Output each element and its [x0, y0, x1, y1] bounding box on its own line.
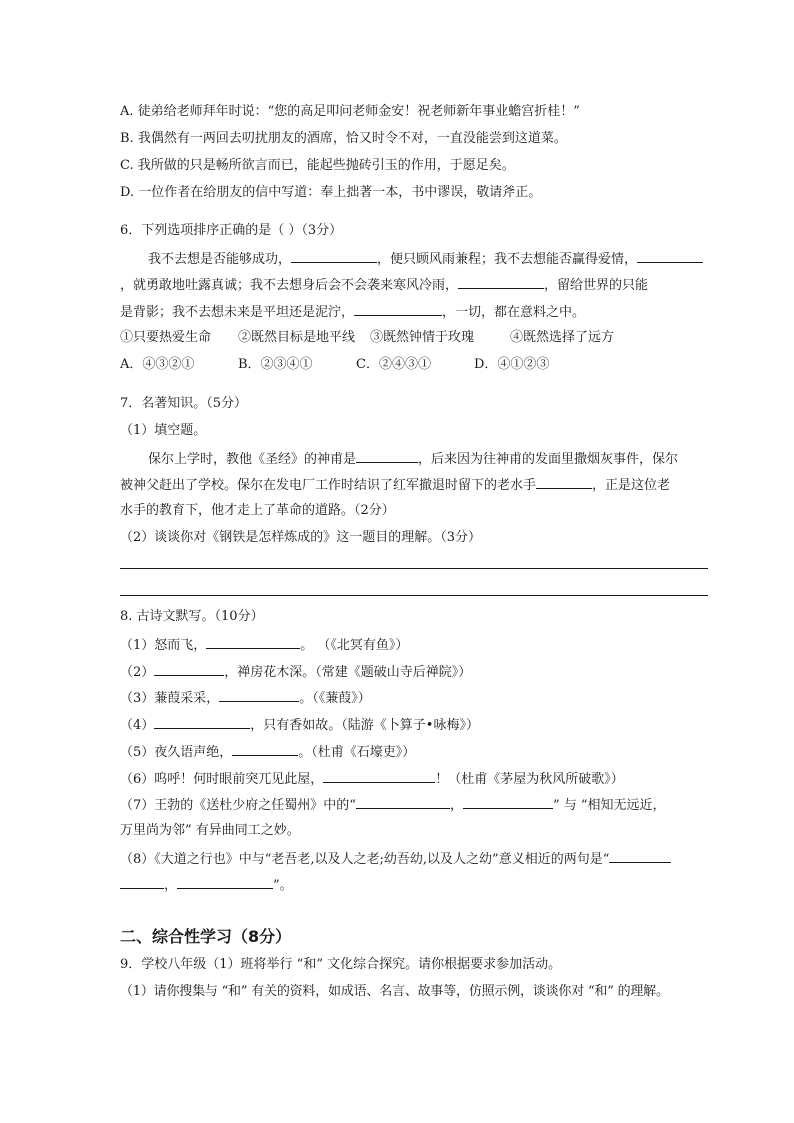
- q8-line-7: [120, 795, 710, 815]
- q8-text: （7）王勃的《送杜少府之任蜀州》中的“: [120, 798, 356, 813]
- q8-text: （4）: [120, 718, 155, 733]
- q7-blank-2: [536, 475, 592, 489]
- answer-line: [120, 568, 708, 569]
- q7-passage-line-2: [120, 475, 710, 495]
- q6-passage-line-3: [120, 302, 710, 322]
- q8-line-7-cont: 万里尚为邻” 有异曲同工之妙。: [120, 823, 300, 838]
- q8-blank: [177, 875, 273, 889]
- q8-text: （6）呜呼！何时眼前突兀见此屋，: [120, 772, 324, 787]
- q7-text: ，后来因为往神甫的发面里撒烟灰事件，保尔: [418, 452, 679, 467]
- q8-line-2: [120, 662, 710, 682]
- q8-text: （5）夜久语声绝，: [120, 745, 233, 760]
- q6-text: 我不去想是否能够成功，: [148, 252, 292, 267]
- q9-stem: 9．学校八年级（1）班将举行 “和” 文化综合探究。请你根据要求参加活动。: [120, 957, 562, 972]
- q8-blank: [356, 795, 450, 809]
- q6-passage-line-2: [120, 275, 710, 295]
- q8-line-3: [120, 688, 710, 708]
- q7-sub-2: （2）谈谈你对《钢铁是怎样炼成的》这一题目的理解。（3分）: [120, 530, 482, 545]
- q8-text: ” 与 “相知无远近，: [552, 798, 666, 813]
- q8-line-5: [120, 742, 710, 762]
- q7-text: 保尔上学时，教他《圣经》的神甫是: [148, 452, 357, 467]
- q8-text: 。 （《北冥有鱼》）: [300, 638, 409, 653]
- q6-items: [120, 329, 710, 347]
- answer-line: [120, 595, 708, 596]
- q7-sub-1: （1）填空题。: [120, 423, 207, 438]
- q8-blank: [206, 635, 300, 649]
- q6-item: ①只要热爱生命: [120, 330, 212, 345]
- q8-blank: [232, 742, 298, 756]
- q7-text: 被神父赶出了学校。保尔在发电厂工作时结识了红军撤退时留下的老水手: [120, 478, 537, 493]
- q8-text: ，: [164, 878, 178, 893]
- q6-text: ，一切，都在意料之中。: [442, 305, 586, 320]
- q8-text: ”。: [273, 878, 293, 893]
- q6-option-a: A．④③②①: [120, 357, 195, 372]
- q8-stem: 8. 古诗文默写。（10分）: [120, 609, 264, 624]
- q6-options: [120, 356, 710, 374]
- q8-blank: [609, 849, 671, 863]
- q8-line-1: [120, 635, 710, 655]
- q5-option-b: B. 我偶然有一两回去叨扰朋友的酒席，恰又时令不对，一直没能尝到这道菜。: [120, 131, 567, 146]
- q6-stem: 6．下列选项排序正确的是（ ）（3分）: [120, 223, 343, 238]
- q6-option-c: C．②④③①: [356, 357, 431, 372]
- q6-item: ②既然目标是地平线: [238, 330, 356, 345]
- q8-text: ！（杜甫《茅屋为秋风所破歌》）: [435, 772, 624, 787]
- q6-text: 是背影；我不去想未来是平坦还是泥泞，: [120, 305, 355, 320]
- q8-text: （1）怒而飞，: [120, 638, 207, 653]
- q5-option-d: D. 一位作者在给朋友的信中写道：奉上拙著一本，书中谬误，敬请斧正。: [120, 185, 542, 200]
- q8-blank: [154, 715, 250, 729]
- q9-sub-1: （1）请你搜集与 “和” 有关的资料，如成语、名言、故事等，仿照示例，谈谈你对 “和” 的理解。: [120, 984, 669, 999]
- q6-blank-1: [291, 249, 377, 263]
- q6-item: ④既然选择了远方: [510, 330, 615, 345]
- q5-option-c: C. 我所做的只是畅所欲言而已，能起些抛砖引玉的作用，于愿足矣。: [120, 158, 515, 173]
- q6-blank-4: [354, 302, 442, 316]
- q8-text: （8）《大道之行也》中与“老吾老,以及人之老;幼吾幼,以及人之幼”意义相近的两句是“: [120, 852, 610, 867]
- q5-option-a: A. 徒弟给老师拜年时说：“您的高足叩问老师金安！祝老师新年事业蟾宫折桂！”: [120, 104, 580, 119]
- q8-line-6: [120, 769, 710, 789]
- q7-blank-1: [356, 449, 418, 463]
- q8-blank: [323, 769, 435, 783]
- q8-blank: [120, 875, 164, 889]
- q6-text: ，便只顾风雨兼程；我不去想能否赢得爱情，: [377, 252, 638, 267]
- q6-text: ，留给世界的只能: [544, 278, 649, 293]
- q6-option-d: D．④①②③: [474, 357, 550, 372]
- section-title: 二、综合性学习（8分）: [120, 927, 292, 946]
- q6-item: ③既然钟情于玫瑰: [370, 330, 475, 345]
- q8-text: ，只有香如故。（陆游《卜算子•咏梅》）: [250, 718, 479, 733]
- q6-blank-3: [458, 275, 544, 289]
- q6-blank-2: [637, 249, 703, 263]
- q8-text: ，: [449, 798, 463, 813]
- q8-text: 。（杜甫《石壕吏》）: [298, 745, 416, 760]
- q8-blank: [219, 688, 299, 702]
- q8-blank: [154, 662, 224, 676]
- q8-blank: [463, 795, 553, 809]
- q6-text: ，就勇敢地吐露真诚；我不去想身后会不会袭来寒风冷雨，: [120, 278, 459, 293]
- q7-text: ，正是这位老: [592, 478, 671, 493]
- q7-stem: 7．名著知识。（5分）: [120, 396, 248, 411]
- q8-line-4: [120, 715, 710, 735]
- q7-passage-line-3: 水手的教育下，他才走上了革命的道路。（2分）: [120, 503, 395, 518]
- q8-text: （2）: [120, 665, 155, 680]
- q8-text: 。（《蒹葭》）: [299, 691, 371, 706]
- q8-text: （3）蒹葭采采，: [120, 691, 220, 706]
- q8-line-8-cont: [120, 875, 710, 895]
- q7-passage-line-1: [120, 449, 710, 469]
- q8-line-8: [120, 849, 710, 869]
- q6-passage-line-1: [120, 249, 710, 269]
- q6-option-b: B．②③④①: [238, 357, 313, 372]
- q8-text: ，禅房花木深。（常建《题破山寺后禅院》）: [224, 665, 472, 680]
